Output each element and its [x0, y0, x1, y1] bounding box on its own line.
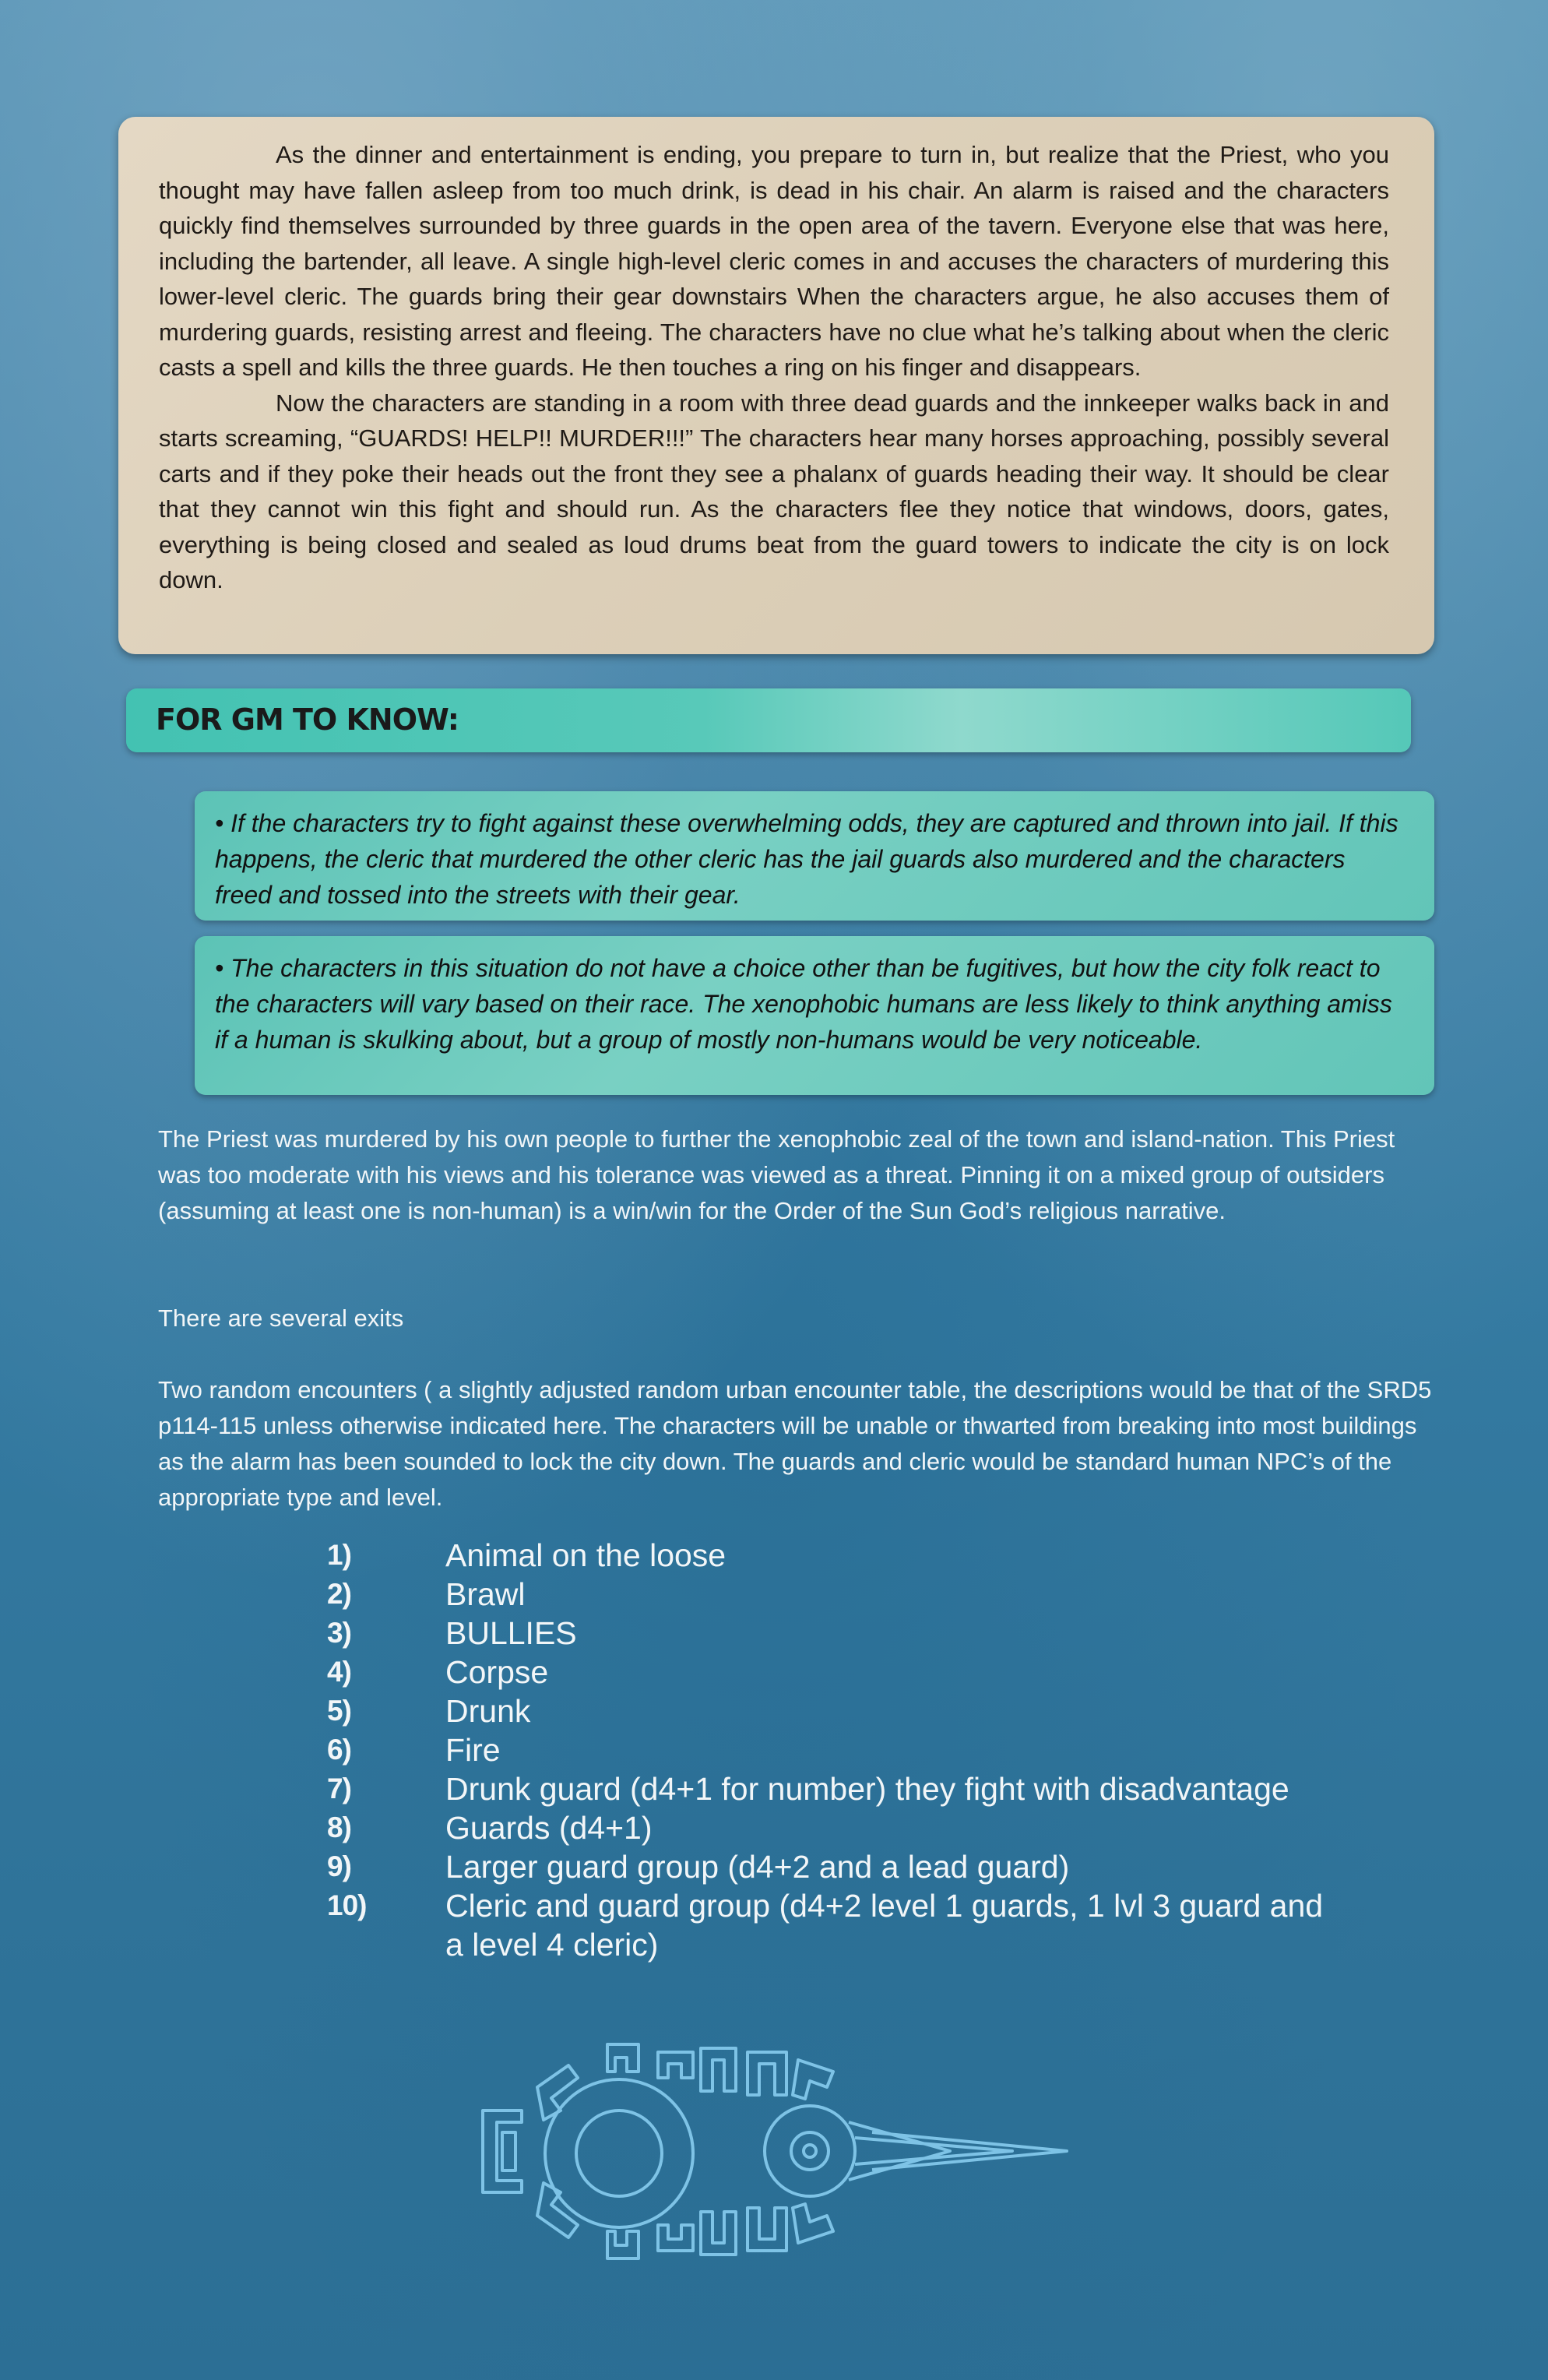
encounter-text: Corpse [445, 1654, 549, 1690]
encounter-text: Drunk [445, 1693, 531, 1729]
body-paragraph-3: Two random encounters ( a slightly adjusted random urban encounter table, the descriptions would be that of the SRD5 p114-115 unless otherwise indicated here. The characters will be unable or thwarted from breaking into most buildings as the alarm has been sounded to lock the city down. The guards and cleric would be standard human NPC’s of the appropriate type and level. [158, 1376, 1432, 1511]
encounter-number: 8) [327, 1811, 351, 1843]
list-item [327, 1886, 1433, 1925]
list-item [327, 1730, 1433, 1769]
encounter-number: 4) [327, 1656, 351, 1688]
encounter-number: 1) [327, 1539, 351, 1571]
encounter-number: 6) [327, 1734, 351, 1766]
encounter-number: 10) [327, 1889, 367, 1921]
list-item [327, 1925, 1433, 1964]
body-paragraph-1: The Priest was murdered by his own people to further the xenophobic zeal of the town and island-nation. This Priest was too moderate with his views and his tolerance was viewed as a threat. Pinning it on a mixed group of outsiders (assuming at least one is non-human) is a win/win for the Order of the Sun God’s religious narrative. [158, 1125, 1395, 1224]
list-item [327, 1769, 1433, 1808]
encounter-text: Fire [445, 1732, 501, 1768]
list-item [327, 1536, 1433, 1575]
encounter-text: Larger guard group (d4+2 and a lead guard) [445, 1849, 1070, 1885]
gm-section-heading: FOR GM TO KNOW: [156, 702, 459, 737]
encounter-text: Drunk guard (d4+1 for number) they fight with disadvantage [445, 1771, 1289, 1807]
body-paragraph-2: There are several exits [158, 1304, 404, 1332]
encounter-number: 7) [327, 1773, 351, 1804]
gm-note-text-2: • The characters in this situation do not have a choice other than be fugitives, but how the city folk react to the characters will vary based on their race. The xenophobic humans are less likely to think anything amiss if a human is skulking about, but a group of mostly non-humans would be very noticeable. [215, 954, 1392, 1054]
list-item [327, 1575, 1433, 1614]
encounter-text: Animal on the loose [445, 1537, 727, 1573]
list-item [327, 1653, 1433, 1692]
gm-note-box-1 [195, 791, 1434, 921]
list-item [327, 1692, 1433, 1730]
gm-note-box-2 [195, 936, 1434, 1095]
encounter-number: 5) [327, 1695, 351, 1727]
encounter-text: Cleric and guard group (d4+2 level 1 guards, 1 lvl 3 guard and [445, 1888, 1324, 1924]
intro-paragraph-1: As the dinner and entertainment is ending, you prepare to turn in, but realize that the Priest, who you thought may have fallen asleep from too much drink, is dead in his chair. An alarm is raised and the characters quickly find themselves surrounded by three guards in the open area of the tavern. Everyone else that was here, including the bartender, all leave. A single high-level cleric comes in and accuses the characters of murdering this lower-level cleric. The guards bring their gear downstairs When the characters argue, he also accuses them of murdering guards, resisting arrest and fleeing. The characters have no clue what he’s talking about when the cleric casts a spell and kills the three guards. He then touches a ring on his finger and disappears. [159, 141, 1389, 381]
encounter-text: a level 4 cleric) [445, 1927, 659, 1963]
encounter-number: 9) [327, 1850, 351, 1882]
intro-paragraph-2: Now the characters are standing in a room with three dead guards and the innkeeper walks back in and starts screaming, “GUARDS! HELP!! MURDER!!!” The characters hear many horses approaching, possibly several carts and if they poke their heads out the front they see a phalanx of guards heading their way. It should be clear that they cannot win this fight and should run. As the characters flee they notice that windows, doors, gates, everything is being closed and sealed as loud drums beat from the guard towers to indicate the city is on lock down. [159, 389, 1389, 593]
encounter-number: 2) [327, 1578, 351, 1610]
gm-section-banner [126, 688, 1411, 752]
encounter-list [327, 1536, 1433, 1964]
gm-note-text-1: • If the characters try to fight against these overwhelming odds, they are captured and thrown into jail. If this happens, the cleric that murdered the other cleric has the jail guards also murdered and the characters freed and tossed into the streets with their gear. [215, 809, 1398, 909]
encounter-text: BULLIES [445, 1615, 577, 1651]
list-item [327, 1847, 1433, 1886]
encounter-text: Brawl [445, 1576, 526, 1612]
list-item [327, 1614, 1433, 1653]
encounter-text: Guards (d4+1) [445, 1810, 653, 1846]
list-item [327, 1808, 1433, 1847]
encounter-number: 3) [327, 1617, 351, 1649]
intro-parchment-box [118, 117, 1434, 654]
sun-emblem-icon [467, 2017, 1075, 2274]
